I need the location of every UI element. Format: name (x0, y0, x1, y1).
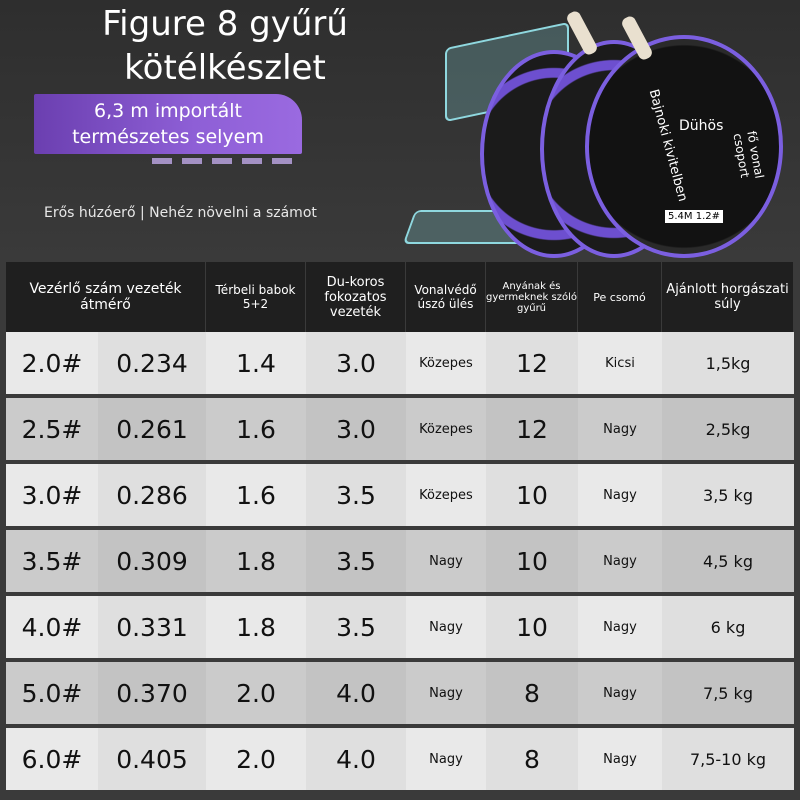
cell-size: 4.0# (21, 612, 83, 642)
badge-line-2: természetes selyem (72, 126, 264, 148)
hero-banner (0, 0, 800, 262)
cell-ring: 12 (486, 332, 578, 394)
badge-stripes (152, 158, 302, 164)
table-row (6, 596, 794, 658)
cell-pe-knot: Nagy (603, 553, 637, 569)
cell-weight: 7,5-10 kg (662, 728, 794, 790)
title-line-1: Figure 8 gyűrű (102, 4, 348, 44)
cell-leader: 3.0 (306, 398, 406, 460)
header-beads: Térbeli babok 5+2 (206, 262, 306, 332)
cell-float-seat: Nagy (429, 685, 463, 701)
cell-pe-knot: Nagy (603, 487, 637, 503)
cell-weight: 4,5 kg (662, 530, 794, 592)
cell-size: 3.5# (21, 546, 83, 576)
table-row (6, 662, 794, 724)
cell-float-seat: Nagy (429, 751, 463, 767)
cell-weight: 2,5kg (662, 398, 794, 460)
cell-float-seat: Nagy (429, 553, 463, 569)
spool-brand-text: Bajnoki kivitelben (645, 87, 691, 204)
product-image (405, 10, 800, 265)
cell-diameter: 0.286 (98, 464, 206, 526)
cell-pe-knot: Kicsi (605, 355, 635, 371)
cell-beads: 2.0 (236, 744, 276, 774)
cell-pe-knot: Nagy (603, 685, 637, 701)
cell-leader: 3.0 (306, 332, 406, 394)
cell-ring: 10 (486, 596, 578, 658)
cell-float-seat: Nagy (429, 619, 463, 635)
cell-leader: 3.5 (306, 530, 406, 592)
table-row (6, 728, 794, 790)
cell-diameter: 0.370 (98, 662, 206, 724)
cell-pe-knot: Nagy (603, 619, 637, 635)
cell-leader: 3.5 (306, 596, 406, 658)
spool-text-1: Dühös (679, 118, 724, 134)
cell-float-seat: Közepes (419, 421, 473, 437)
header-leader: Du-koros fokozatos vezeték (306, 262, 406, 332)
cell-size: 2.0# (21, 348, 83, 378)
cell-ring: 8 (486, 662, 578, 724)
spec-table (6, 262, 794, 794)
feature-badge (34, 94, 302, 154)
badge-line-1: 6,3 m importált (94, 100, 242, 122)
cell-ring: 10 (486, 464, 578, 526)
cell-weight: 7,5 kg (662, 662, 794, 724)
cell-ring: 8 (486, 728, 578, 790)
table-header (6, 262, 794, 332)
cell-beads: 1.4 (236, 348, 276, 378)
cell-diameter: 0.234 (98, 332, 206, 394)
cell-weight: 3,5 kg (662, 464, 794, 526)
table-row (6, 530, 794, 592)
header-pe-knot: Pe csomó (578, 262, 662, 332)
header-ring: Anyának és gyermeknek szóló gyűrű (486, 262, 578, 332)
cell-pe-knot: Nagy (603, 421, 637, 437)
cell-leader: 4.0 (306, 728, 406, 790)
cell-diameter: 0.309 (98, 530, 206, 592)
cell-diameter: 0.261 (98, 398, 206, 460)
cell-size: 2.5# (21, 414, 83, 444)
cell-ring: 12 (486, 398, 578, 460)
float-tube (565, 9, 599, 56)
header-weight: Ajánlott horgászati súly (662, 262, 794, 332)
spool-text-2: fő vonal csoport (730, 129, 767, 180)
cell-ring: 10 (486, 530, 578, 592)
cell-size: 3.0# (21, 480, 83, 510)
header-diameter: Vezérlő szám vezeték átmérő (6, 262, 206, 332)
spool-label: 5.4M 1.2# (665, 210, 723, 223)
cell-size: 6.0# (21, 744, 83, 774)
cell-float-seat: Közepes (419, 355, 473, 371)
cell-pe-knot: Nagy (603, 751, 637, 767)
cell-leader: 4.0 (306, 662, 406, 724)
cell-size: 5.0# (21, 678, 83, 708)
cell-beads: 1.6 (236, 480, 276, 510)
feature-subline: Erős húzóerő | Nehéz növelni a számot (44, 205, 317, 221)
cell-beads: 1.8 (236, 546, 276, 576)
cell-beads: 1.6 (236, 414, 276, 444)
cell-leader: 3.5 (306, 464, 406, 526)
cell-beads: 2.0 (236, 678, 276, 708)
table-row (6, 398, 794, 460)
table-row (6, 464, 794, 526)
cell-weight: 1,5kg (662, 332, 794, 394)
header-float-seat: Vonalvédő úszó ülés (406, 262, 486, 332)
cell-weight: 6 kg (662, 596, 794, 658)
title-line-2: kötélkészlet (124, 48, 326, 88)
cell-beads: 1.8 (236, 612, 276, 642)
cell-float-seat: Közepes (419, 487, 473, 503)
table-row (6, 332, 794, 394)
cell-diameter: 0.405 (98, 728, 206, 790)
cell-diameter: 0.331 (98, 596, 206, 658)
